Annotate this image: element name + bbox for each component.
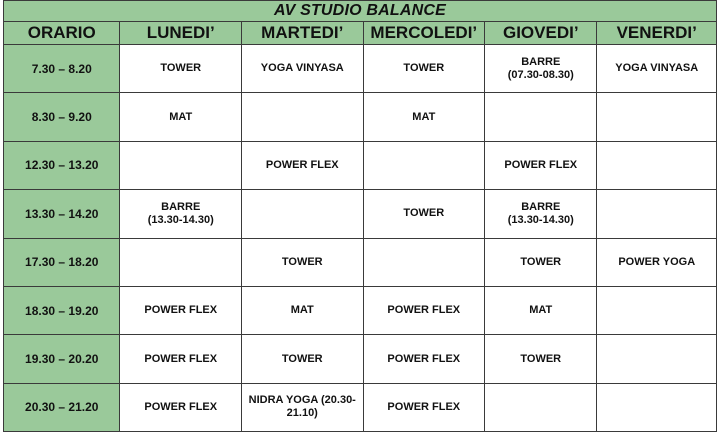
title-row — [4, 1, 717, 22]
class-cell-giovedi: MAT — [485, 286, 597, 334]
class-cell-mercoledi: POWER FLEX — [363, 383, 485, 431]
class-cell-venerdi — [597, 286, 717, 334]
class-cell-giovedi — [485, 383, 597, 431]
class-cell-giovedi: TOWER — [485, 335, 597, 383]
class-cell-martedi: NIDRA YOGA (20.30- 21.10) — [242, 383, 364, 431]
time-slot-cell: 20.30 – 21.20 — [4, 383, 120, 431]
class-cell-mercoledi: POWER FLEX — [363, 286, 485, 334]
table-row — [4, 286, 717, 334]
class-cell-venerdi — [597, 335, 717, 383]
class-cell-venerdi — [597, 93, 717, 141]
class-cell-giovedi: TOWER — [485, 238, 597, 286]
header-orario: ORARIO — [4, 22, 120, 45]
header-lunedi: LUNEDI’ — [120, 22, 242, 45]
time-slot-cell: 17.30 – 18.20 — [4, 238, 120, 286]
header-row — [4, 22, 717, 45]
class-cell-venerdi — [597, 190, 717, 238]
class-cell-giovedi — [485, 93, 597, 141]
table-row — [4, 238, 717, 286]
table-row — [4, 93, 717, 141]
schedule-title: AV STUDIO BALANCE — [4, 1, 717, 22]
class-cell-lunedi: POWER FLEX — [120, 335, 242, 383]
header-mercoledi: MERCOLEDI’ — [363, 22, 485, 45]
class-cell-mercoledi — [363, 238, 485, 286]
time-slot-cell: 12.30 – 13.20 — [4, 141, 120, 189]
table-row — [4, 335, 717, 383]
class-cell-lunedi: BARRE (13.30-14.30) — [120, 190, 242, 238]
class-cell-lunedi: POWER FLEX — [120, 286, 242, 334]
class-cell-giovedi: BARRE (13.30-14.30) — [485, 190, 597, 238]
time-slot-cell: 13.30 – 14.20 — [4, 190, 120, 238]
time-slot-cell: 18.30 – 19.20 — [4, 286, 120, 334]
class-cell-martedi — [242, 93, 364, 141]
class-cell-mercoledi: TOWER — [363, 190, 485, 238]
class-cell-lunedi — [120, 141, 242, 189]
class-cell-mercoledi — [363, 141, 485, 189]
class-cell-martedi: POWER FLEX — [242, 141, 364, 189]
class-cell-lunedi: MAT — [120, 93, 242, 141]
schedule-body — [4, 45, 717, 432]
class-cell-mercoledi: POWER FLEX — [363, 335, 485, 383]
class-cell-lunedi: POWER FLEX — [120, 383, 242, 431]
time-slot-cell: 7.30 – 8.20 — [4, 45, 120, 93]
schedule-table — [3, 0, 717, 432]
time-slot-cell: 19.30 – 20.20 — [4, 335, 120, 383]
header-martedi: MARTEDI’ — [242, 22, 364, 45]
time-slot-cell: 8.30 – 9.20 — [4, 93, 120, 141]
class-cell-venerdi — [597, 383, 717, 431]
class-cell-lunedi: TOWER — [120, 45, 242, 93]
table-row — [4, 141, 717, 189]
class-cell-venerdi: YOGA VINYASA — [597, 45, 717, 93]
class-cell-martedi — [242, 190, 364, 238]
table-row — [4, 383, 717, 431]
class-cell-martedi: TOWER — [242, 238, 364, 286]
class-cell-lunedi — [120, 238, 242, 286]
header-venerdi: VENERDI’ — [597, 22, 717, 45]
class-cell-martedi: TOWER — [242, 335, 364, 383]
class-cell-martedi: MAT — [242, 286, 364, 334]
class-cell-mercoledi: TOWER — [363, 45, 485, 93]
table-row — [4, 45, 717, 93]
class-cell-mercoledi: MAT — [363, 93, 485, 141]
class-cell-venerdi — [597, 141, 717, 189]
header-giovedi: GIOVEDI’ — [485, 22, 597, 45]
table-row — [4, 190, 717, 238]
class-cell-giovedi: POWER FLEX — [485, 141, 597, 189]
class-cell-giovedi: BARRE (07.30-08.30) — [485, 45, 597, 93]
class-cell-martedi: YOGA VINYASA — [242, 45, 364, 93]
class-cell-venerdi: POWER YOGA — [597, 238, 717, 286]
